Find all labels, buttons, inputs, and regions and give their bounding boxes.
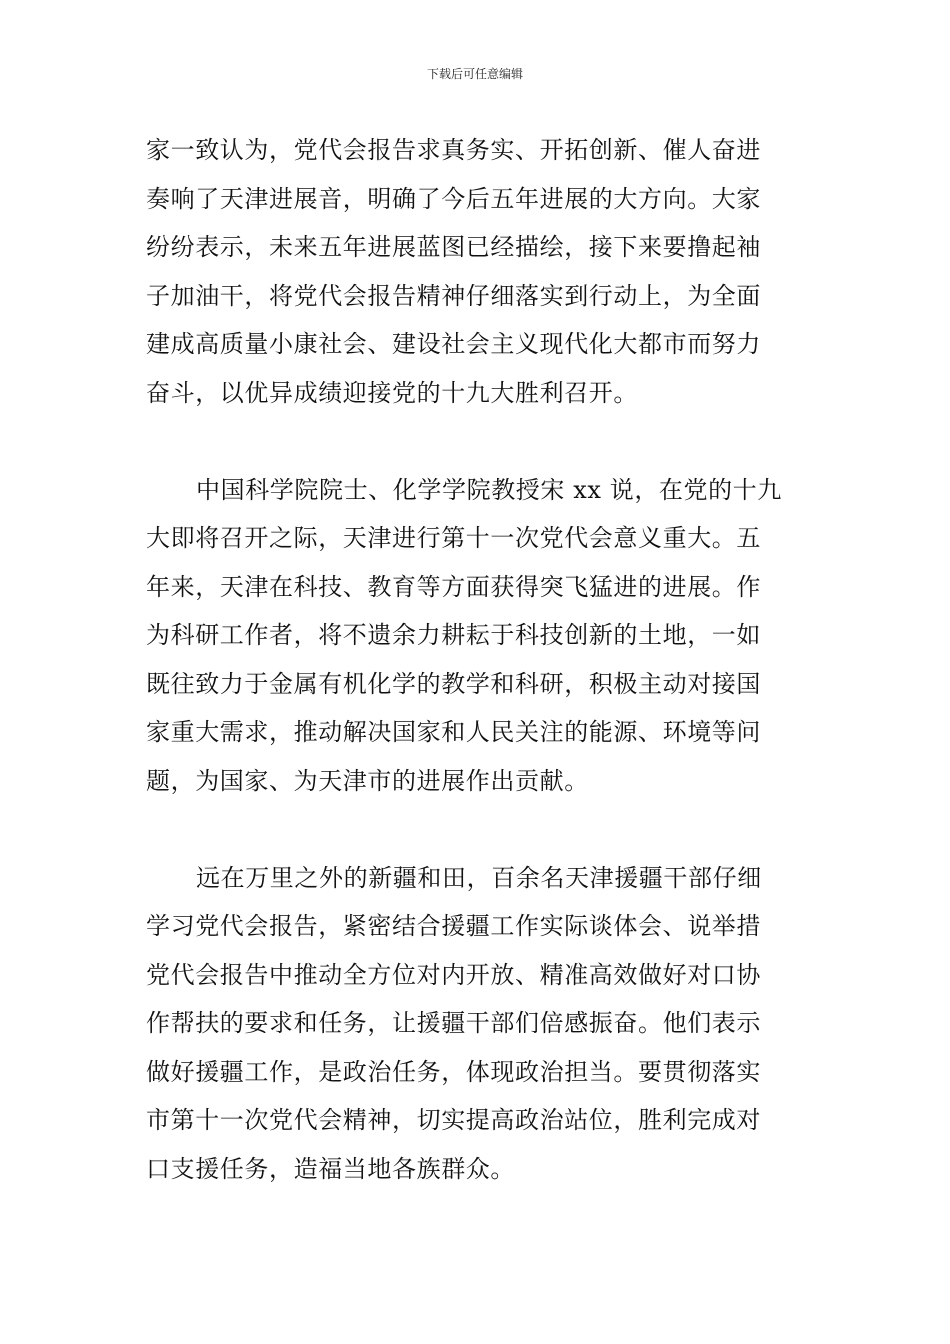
- paragraph-line: 做好援疆工作，是政治任务，体现政治担当。要贯彻落实: [146, 1057, 761, 1086]
- paragraph-line: 家重大需求，推动解决国家和人民关注的能源、环境等问: [146, 718, 761, 746]
- paragraph-line: 口支援任务，造福当地各族群众。: [146, 1154, 515, 1183]
- paragraph-line: 年来，天津在科技、教育等方面获得突飞猛进的进展。作: [146, 572, 761, 601]
- paragraph-line: 子加油干，将党代会报告精神仔细落实到行动上，为全面: [146, 281, 761, 310]
- paragraph-line: 市第十一次党代会精神，切实提高政治站位，胜利完成对: [146, 1106, 761, 1134]
- paragraph-line: 建成高质量小康社会、建设社会主义现代化大都市而努力: [146, 330, 761, 358]
- document-body: [146, 126, 814, 1193]
- paragraph-line: 奋斗，以优异成绩迎接党的十九大胜利召开。: [146, 378, 638, 407]
- paragraph-line: 奏响了天津进展音，明确了今后五年进展的大方向。大家: [146, 184, 761, 213]
- paragraph-3: [146, 854, 814, 1194]
- paragraph-2: [146, 466, 814, 806]
- paragraph-line: 学习党代会报告，紧密结合援疆工作实际谈体会、说举措: [146, 912, 761, 940]
- paragraph-line: 作帮扶的要求和任务，让援疆干部们倍感振奋。他们表示: [146, 1009, 761, 1037]
- paragraph-line: 家一致认为，党代会报告求真务实、开拓创新、催人奋进: [146, 136, 761, 164]
- paragraph-line: 题，为国家、为天津市的进展作出贡献。: [146, 766, 589, 795]
- paragraph-1: [146, 126, 814, 417]
- paragraph-line: 既往致力于金属有机化学的教学和科研，积极主动对接国: [146, 669, 761, 698]
- page-header: 下载后可任意编辑: [426, 67, 523, 81]
- paragraph-line: 为科研工作者，将不遗余力耕耘于科技创新的土地，一如: [146, 621, 761, 649]
- paragraph-spacer: [146, 805, 814, 854]
- paragraph-line: 远在万里之外的新疆和田，百余名天津援疆干部仔细: [196, 863, 762, 892]
- paragraph-line: 大即将召开之际，天津进行第十一次党代会意义重大。五: [146, 524, 761, 552]
- paragraph-line: 中国科学院院士、化学学院教授宋 xx 说，在党的十九: [196, 475, 782, 504]
- paragraph-line: 党代会报告中推动全方位对内开放、精准高效做好对口协: [146, 960, 761, 989]
- paragraph-spacer: [146, 417, 814, 466]
- paragraph-line: 纷纷表示，未来五年进展蓝图已经描绘，接下来要撸起袖: [146, 233, 761, 261]
